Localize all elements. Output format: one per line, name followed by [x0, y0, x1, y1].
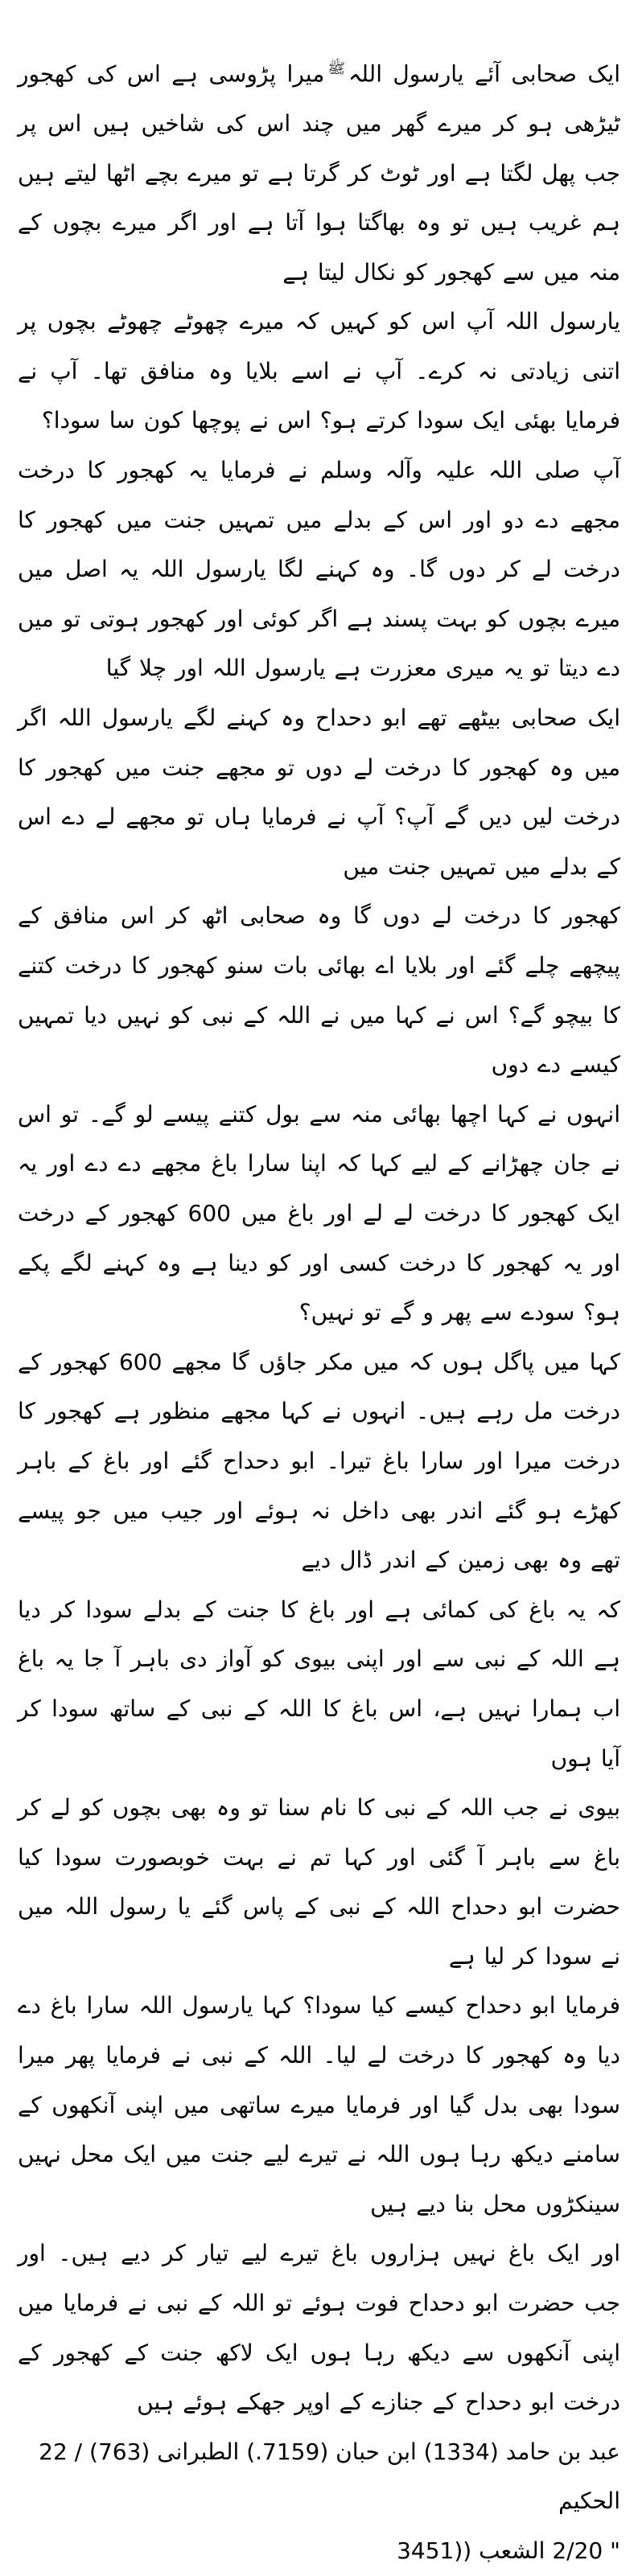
- paragraph-8: کہ یہ باغ کی کمائی ہے اور باغ کا جنت کے بدلے سودا کر دیا ہے اللہ کے نبی سے اور اپنی بیوی کو آواز دی باہر آ جا یہ باغ اب ہمارا نہیں ہے، اس باغ کا اللہ کے نبی کے ساتھ سودا کر آیا ہوں: [18, 1596, 620, 1772]
- paragraph-11: اور ایک باغ نہیں ہزاروں باغ تیرے لیے تیار کر دیے ہیں۔ اور جب حضرت ابو دحداح فوت ہوئے تو اللہ کے نبی نے فرمایا میں اپنی آنکھوں سے دیکھ رہا ہوں ایک لاکھ جنت کے کھجور کے درخت ابو دحداح کے جنازے کے اوپر جھکے ہوئے ہیں: [18, 2240, 620, 2416]
- reference-line-1: عبد بن حامد (1334) ابن حبان (7159.) الطبرانی (763) / 22 الحکیم: [39, 2438, 620, 2515]
- paragraph-10: فرمایا ابو دحداح کیسے کیا سودا؟ کہا یارسول اللہ سارا باغ دے دیا وہ کھجور کا درخت لے لیا۔ اللہ کے نبی نے فرمایا پھر میرا سودا بھی بدل گیا اور فرمایا میرے ساتھی میں اپنی آنکھوں کے سامنے دیکھ رہا ہوں اللہ نے تیرے لیے جنت میں ایک محل نہیں سینکڑوں محل بنا دیے ہیں: [18, 1992, 620, 2217]
- paragraph-1-lead: ایک صحابی آئے یارسول اللہ: [348, 60, 621, 88]
- salutation-seal-icon: ﷺ: [327, 60, 345, 77]
- reference-line-2: " 2/20 الشعب ((3451: [397, 2537, 620, 2565]
- paragraph-2: یارسول اللہ آپ اس کو کہیں کہ میرے چھوٹے چھوٹے بچوں پر اتنی زیادتی نہ کرے۔ آپ نے اسے بلایا وہ منافق تھا۔ آپ نے فرمایا بھئی ایک سودا کرتے ہو؟ اس نے پوچھا کون سا سودا؟: [18, 308, 620, 434]
- paragraph-1: [18, 44, 620, 297]
- paragraph-5: کھجور کا درخت لے دوں گا وہ صحابی اٹھ کر اس منافق کے پیچھے چلے گئے اور بلایا اے بھائی بات سنو کھجور کا درخت کتنے کا بیچو گے؟ اس نے کہا میں نے اللہ کے نبی کو نہیں دیا تمہیں کیسے دے دوں: [18, 902, 620, 1078]
- paragraph-7: کہا میں پاگل ہوں کہ میں مکر جاؤں گا مجھے 600 کھجور کے درخت مل رہے ہیں۔ انہوں نے کہا مجھے منظور ہے کھجور کا درخت میرا اور سارا باغ تیرا۔ ابو دحداح گئے اور باغ کے باہر کھڑے ہو گئے اندر بھی داخل نہ ہوئے اور جیب میں جو پیسے تھے وہ بھی زمین کے اندر ڈال دیے: [18, 1348, 620, 1574]
- paragraph-4: ایک صحابی بیٹھے تھے ابو دحداح وہ کہنے لگے یارسول اللہ اگر میں وہ کھجور کا درخت لے دوں تو مجھے جنت میں کھجور کا درخت لیں دیں گے آپ؟ آپ نے فرمایا ہاں تو مجھے لے دے اس کے بدلے میں تمہیں جنت میں: [18, 705, 620, 880]
- paragraph-1-rest: میرا پڑوسی ہے اس کی کھجور ٹیڑھی ہو کر میرے گھر میں چند اس کی شاخیں ہیں اس پر جب پھل لگتا ہے اور ٹوٹ کر گرتا ہے تو میرے بچے اٹھا لیتے ہیں ہم غریب ہیں تو وہ بھاگتا ہوا آتا ہے اور اگر میرے بچوں کے منہ میں سے کھجور کو نکال لیتا ہے: [18, 60, 620, 286]
- paragraph-9: بیوی نے جب اللہ کے نبی کا نام سنا تو وہ بھی بچوں کو لے کر باغ سے باہر آ گئی اور کہا تم نے بہت خوبصورت سودا کیا حضرت ابو دحداح اللہ کے نبی کے پاس گئے یا رسول اللہ میں نے سودا کر لیا ہے: [18, 1794, 620, 1970]
- paragraph-6: انہوں نے کہا اچھا بھائی منہ سے بول کتنے پیسے لو گے۔ تو اس نے جان چھڑانے کے لیے کہا کہ اپنا سارا باغ مجھے دے دے اور یہ ایک کھجور کا درخت لے لے اور باغ میں 600 کھجور کے درخت اور یہ کھجور کا درخت کسی اور کو دینا ہے وہ کہنے لگے پکے ہو؟ سودے سے پھر و گے تو نہیں؟: [18, 1100, 621, 1326]
- paragraph-3: آپ صلی اللہ علیہ وآلہ وسلم نے فرمایا یہ کھجور کا درخت مجھے دے دو اور اس کے بدلے میں تمہیں جنت میں کھجور کا درخت لے کر دوں گا۔ وہ کہنے لگا یارسول اللہ یہ اصل میں میرے بچوں کو بہت پسند ہے اگر کوئی اور کھجور ہوتی تو میں دے دیتا تو یہ میری معزرت ہے یارسول اللہ اور چلا گیا: [18, 457, 620, 682]
